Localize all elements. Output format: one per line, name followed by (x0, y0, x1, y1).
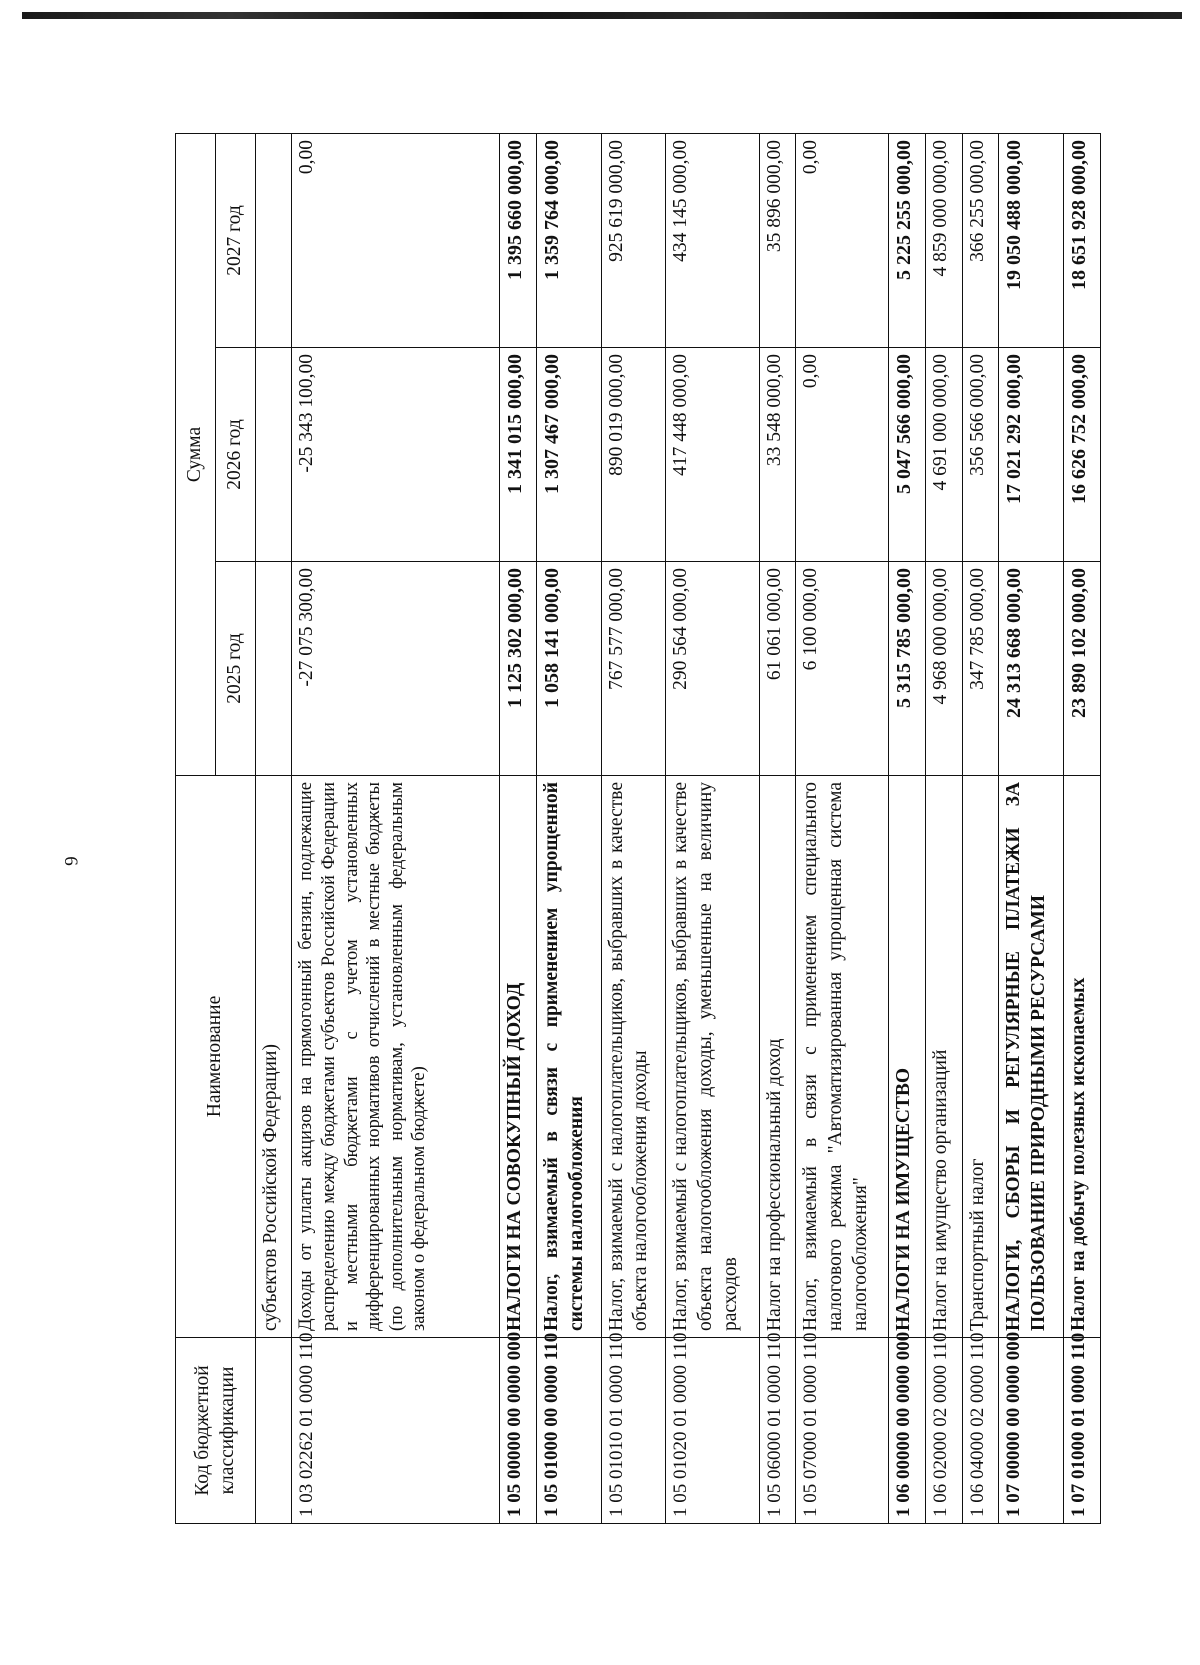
row-name: НАЛОГИ НА СОВОКУПНЫЙ ДОХОД (499, 776, 536, 1338)
row-name: субъектов Российской Федерации) (256, 776, 292, 1338)
header-sum: Сумма (176, 133, 216, 775)
row-code: 1 06 02000 02 0000 110 (926, 1338, 962, 1524)
table-body (256, 133, 1101, 1523)
header-year-2026: 2026 год (216, 348, 256, 562)
row-name: Налог, взимаемый в связи с применением упрощенной системы налогообложения (536, 776, 601, 1338)
row-name: Налог на профессиональный доход (759, 776, 795, 1338)
row-name: Налог, взимаемый в связи с применением специального налогового режима "Автоматизированная упрощенная система налогообложения" (795, 776, 888, 1338)
table-row (292, 133, 499, 1523)
row-value-2026: 0,00 (795, 348, 888, 562)
table-row (256, 133, 292, 1523)
row-value-2027: 18 651 928 000,00 (1063, 133, 1100, 347)
row-value-2027: 0,00 (795, 133, 888, 347)
row-name: НАЛОГИ, СБОРЫ И РЕГУЛЯРНЫЕ ПЛАТЕЖИ ЗА ПОЛЬЗОВАНИЕ ПРИРОДНЫМИ РЕСУРСАМИ (998, 776, 1063, 1338)
row-value-2026: 890 019 000,00 (601, 348, 666, 562)
table-row (601, 133, 666, 1523)
row-value-2025: 4 968 000 000,00 (926, 562, 962, 776)
header-year-2027: 2027 год (216, 133, 256, 347)
header-name: Наименование (176, 776, 256, 1338)
table-row (889, 133, 926, 1523)
row-code: 1 05 07000 01 0000 110 (795, 1338, 888, 1524)
row-value-2025: 767 577 000,00 (601, 562, 666, 776)
table-row (795, 133, 888, 1523)
scan-edge-line (22, 12, 1182, 19)
row-value-2026: 1 341 015 000,00 (499, 348, 536, 562)
table-row (499, 133, 536, 1523)
row-name: Транспортный налог (962, 776, 998, 1338)
row-code: 1 05 06000 01 0000 110 (759, 1338, 795, 1524)
row-value-2027: 1 395 660 000,00 (499, 133, 536, 347)
table-row (759, 133, 795, 1523)
row-name: НАЛОГИ НА ИМУЩЕСТВО (889, 776, 926, 1338)
row-code: 1 05 01020 01 0000 110 (666, 1338, 759, 1524)
row-value-2025: -27 075 300,00 (292, 562, 499, 776)
row-value-2027: 35 896 000,00 (759, 133, 795, 347)
row-value-2025: 6 100 000,00 (795, 562, 888, 776)
row-name: Налог на добычу полезных ископаемых (1063, 776, 1100, 1338)
row-value-2027 (256, 133, 292, 347)
row-code: 1 07 01000 01 0000 110 (1063, 1338, 1100, 1524)
row-value-2027: 434 145 000,00 (666, 133, 759, 347)
page-number: 6 (59, 856, 81, 866)
row-value-2025: 290 564 000,00 (666, 562, 759, 776)
row-value-2027: 0,00 (292, 133, 499, 347)
row-name: Налог, взимаемый с налогоплательщиков, выбравших в качестве объекта налогообложения доходы (601, 776, 666, 1338)
row-code: 1 06 04000 02 0000 110 (962, 1338, 998, 1524)
header-year-2025: 2025 год (216, 562, 256, 776)
row-value-2025: 61 061 000,00 (759, 562, 795, 776)
row-value-2026: 17 021 292 000,00 (998, 348, 1063, 562)
row-value-2026: 16 626 752 000,00 (1063, 348, 1100, 562)
row-value-2025: 23 890 102 000,00 (1063, 562, 1100, 776)
row-name: Доходы от уплаты акцизов на прямогонный бензин, подлежащие распределению между бюджетами субъектов Российской Федерации и местными бюджетами с учетом установленных дифференцированных нормативов отчислений в местные бюджеты (по дополнительным нормативам, установленным федеральным законом о федеральном бюджете) (292, 776, 499, 1338)
header-code: Код бюджетной классификации (176, 1338, 256, 1524)
row-code: 1 07 00000 00 0000 000 (998, 1338, 1063, 1524)
row-value-2027: 1 359 764 000,00 (536, 133, 601, 347)
row-value-2025: 5 315 785 000,00 (889, 562, 926, 776)
row-value-2026: 5 047 566 000,00 (889, 348, 926, 562)
row-code: 1 05 01010 01 0000 110 (601, 1338, 666, 1524)
row-code (256, 1338, 292, 1524)
row-value-2027: 4 859 000 000,00 (926, 133, 962, 347)
row-code: 1 06 00000 00 0000 000 (889, 1338, 926, 1524)
table-row (962, 133, 998, 1523)
table-row (666, 133, 759, 1523)
row-value-2026: 4 691 000 000,00 (926, 348, 962, 562)
row-value-2027: 925 619 000,00 (601, 133, 666, 347)
row-value-2027: 366 255 000,00 (962, 133, 998, 347)
budget-table (175, 133, 1101, 1524)
table-row (536, 133, 601, 1523)
row-value-2025 (256, 562, 292, 776)
row-value-2025: 1 125 302 000,00 (499, 562, 536, 776)
table-row (998, 133, 1063, 1523)
row-name: Налог, взимаемый с налогоплательщиков, выбравших в качестве объекта налогообложения доходы, уменьшенные на величину расходов (666, 776, 759, 1338)
row-value-2026: 417 448 000,00 (666, 348, 759, 562)
row-value-2026: 1 307 467 000,00 (536, 348, 601, 562)
row-code: 1 03 02262 01 0000 110 (292, 1338, 499, 1524)
row-value-2027: 19 050 488 000,00 (998, 133, 1063, 347)
row-value-2026: -25 343 100,00 (292, 348, 499, 562)
row-value-2027: 5 225 255 000,00 (889, 133, 926, 347)
row-value-2026 (256, 348, 292, 562)
row-value-2026: 356 566 000,00 (962, 348, 998, 562)
table-row (926, 133, 962, 1523)
row-name: Налог на имущество организаций (926, 776, 962, 1338)
row-value-2025: 24 313 668 000,00 (998, 562, 1063, 776)
row-value-2025: 347 785 000,00 (962, 562, 998, 776)
row-value-2025: 1 058 141 000,00 (536, 562, 601, 776)
row-code: 1 05 01000 00 0000 110 (536, 1338, 601, 1524)
row-value-2026: 33 548 000,00 (759, 348, 795, 562)
row-code: 1 05 00000 00 0000 000 (499, 1338, 536, 1524)
table-row (1063, 133, 1100, 1523)
rotated-page (175, 134, 1101, 1524)
